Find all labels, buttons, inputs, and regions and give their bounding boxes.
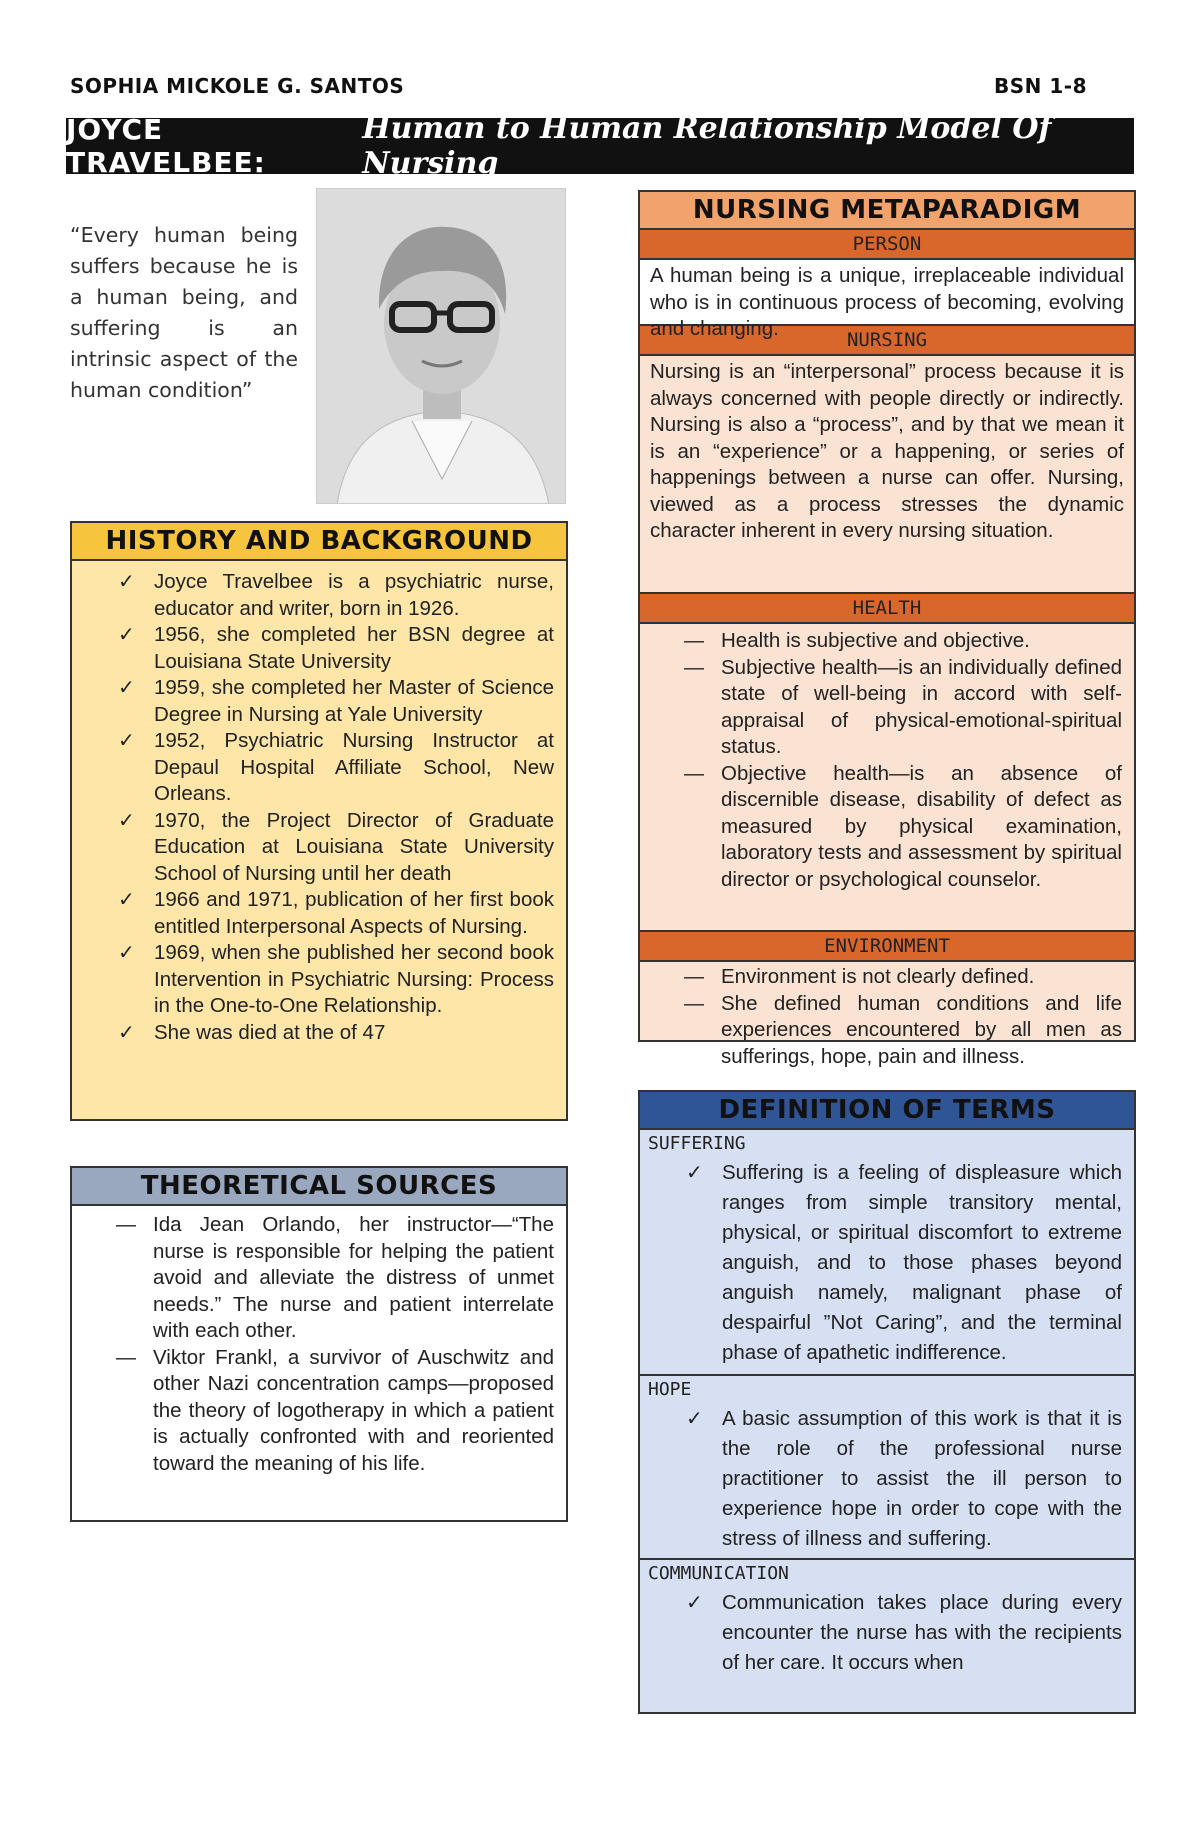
checkmark-icon: ✓ [118, 889, 135, 911]
title-banner [66, 111, 1134, 181]
sources-section [70, 1166, 568, 1522]
title-theorist: JOYCE TRAVELBEE: [66, 113, 266, 179]
em-dash-icon: — [684, 992, 704, 1015]
em-dash-icon: — [684, 762, 704, 785]
sources-title: THEORETICAL SOURCES [72, 1168, 566, 1206]
suffering-heading: SUFFERING [648, 1133, 746, 1154]
checkmark-icon: ✓ [686, 1592, 703, 1614]
list-item: ✓ 1970, the Project Director of Graduate Education at Louisiana State University School of Nursing until her death [118, 808, 554, 885]
quote-text: “Every human being suffers because he is a human being, and suffering is an intrinsic aspect of the human condition” [70, 223, 298, 402]
history-list [72, 561, 566, 1046]
list-item: ✓ 1956, she completed her BSN degree at Louisiana State University [118, 623, 554, 673]
environment-heading: ENVIRONMENT [640, 930, 1134, 962]
list-item: ✓ She was died at the of 47 [72, 1020, 566, 1047]
person-heading: PERSON [640, 230, 1134, 260]
sources-list [72, 1206, 566, 1477]
checkmark-icon: ✓ [118, 942, 135, 964]
communication-heading: COMMUNICATION [648, 1563, 789, 1584]
em-dash-icon: — [116, 1214, 136, 1236]
author-name: SOPHIA MICKOLE G. SANTOS [70, 74, 405, 98]
title-model: Human to Human Relationship Model Of Nursing [362, 111, 1052, 181]
em-dash-icon: — [684, 630, 704, 652]
checkmark-icon: ✓ [118, 730, 135, 752]
person-text: A human being is a unique, irreplaceable individual who is in continuous process of becoming, evolving and changing. [640, 260, 1134, 324]
list-item: — Ida Jean Orlando, her instructor—“The nurse is responsible for helping the patient avoid and alleviate the distress of unmet needs.” The nurse and patient interrelate with each other. [116, 1213, 554, 1342]
list-item: ✓ 1969, when she published her second book Intervention in Psychiatric Nursing: Process in the One-to-One Relationship. [118, 941, 554, 1017]
hope-list [640, 1404, 1134, 1560]
hope-heading: HOPE [648, 1379, 692, 1400]
em-dash-icon: — [684, 966, 704, 988]
list-item: — Viktor Frankl, a survivor of Auschwitz and other Nazi concentration camps—proposed the theory of logotherapy in which a patient is actually confronted with and reoriented toward the meaning of his life. [116, 1345, 554, 1475]
list-item: — Health is subjective and objective. [640, 628, 1134, 655]
list-item: ✓ Suffering is a feeling of displeasure which ranges from simple transitory mental, physical, or spiritual discomfort to extreme anguish, and to those phases beyond anguish namely, malignant phase of despairful ”Not Caring”, and the terminal phase of apathetic indifference. [640, 1158, 1134, 1368]
nursing-heading: NURSING [640, 324, 1134, 356]
portrait-illustration [317, 189, 566, 504]
checkmark-icon: ✓ [118, 809, 135, 832]
health-list [640, 624, 1134, 930]
list-item: ✓ A basic assumption of this work is that it is the role of the professional nurse practitioner to assist the ill person to experience hope in order to cope with the stress of illness and suffering. [640, 1404, 1134, 1554]
list-item: — Environment is not clearly defined. [640, 964, 1134, 991]
list-item: — She defined human conditions and life experiences encountered by all men as sufferings, hope, pain and illness. [684, 991, 1122, 1068]
checkmark-icon: ✓ [118, 624, 135, 646]
list-item: ✓ 1952, Psychiatric Nursing Instructor at Depaul Hospital Affiliate School, New Orleans. [118, 729, 554, 805]
health-heading: HEALTH [640, 592, 1134, 624]
definitions-title: DEFINITION OF TERMS [640, 1092, 1134, 1130]
environment-list [640, 962, 1134, 1070]
list-item: ✓ 1966 and 1971, publication of her first book entitled Interpersonal Aspects of Nursing. [118, 888, 554, 938]
checkmark-icon: ✓ [118, 571, 135, 593]
nursing-text: Nursing is an “interpersonal” process because it is always concerned with people directly or indirectly. Nursing is also a “process”, and by that we mean it is an “experience” or a happening, or series of happenings between a nurse can offer. Nursing, viewed as a process stresses the dynamic character inherent in every nursing situation. [640, 356, 1134, 592]
list-item: ✓ Joyce Travelbee is a psychiatric nurse, educator and writer, born in 1926. [118, 570, 554, 620]
em-dash-icon: — [684, 656, 704, 679]
history-section [70, 521, 568, 1121]
checkmark-icon: ✓ [686, 1408, 703, 1430]
portrait-photo [316, 188, 566, 504]
metaparadigm-title: NURSING METAPARADIGM [640, 192, 1134, 230]
history-title: HISTORY AND BACKGROUND [72, 523, 566, 561]
checkmark-icon: ✓ [118, 1021, 135, 1044]
list-item: ✓ 1959, she completed her Master of Science Degree in Nursing at Yale University [118, 676, 554, 726]
suffering-list [640, 1158, 1134, 1376]
metaparadigm-section [638, 190, 1136, 1068]
class-section: BSN 1-8 [994, 74, 1087, 98]
checkmark-icon: ✓ [118, 677, 135, 699]
list-item: — Objective health—is an absence of discernible disease, disability of defect as measured by physical examination, laboratory tests and assessment by spiritual director or psychological counselor. [684, 761, 1122, 891]
list-item: ✓ Communication takes place during every encounter the nurse has with the recipients of her care. It occurs when [640, 1588, 1134, 1678]
list-item: — Subjective health—is an individually defined state of well-being in accord with self-appraisal of physical-emotional-spiritual status. [684, 655, 1122, 758]
em-dash-icon: — [116, 1346, 136, 1369]
communication-list [640, 1588, 1134, 1678]
checkmark-icon: ✓ [686, 1162, 703, 1184]
definitions-section [638, 1090, 1136, 1714]
